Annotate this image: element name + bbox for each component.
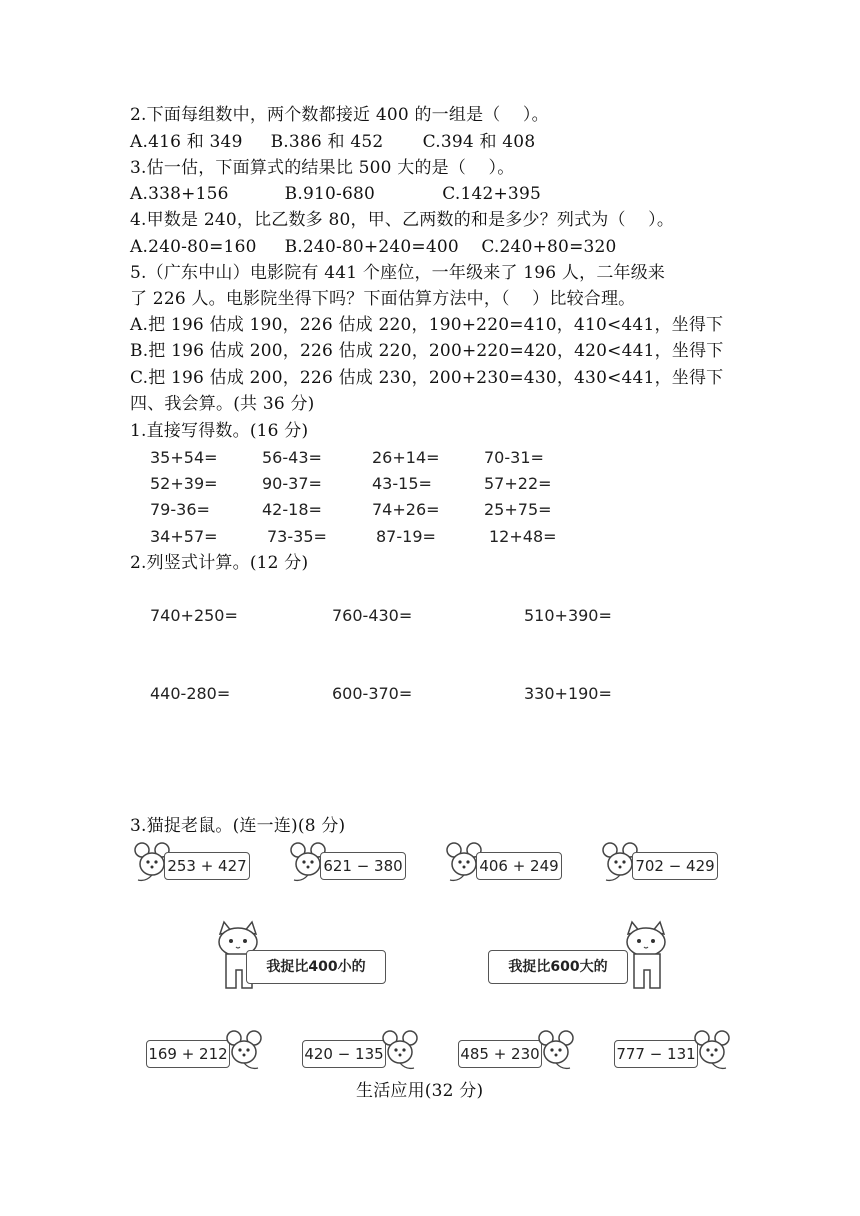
mouse-icon (222, 1028, 264, 1072)
calc-item: 34+57= (150, 527, 218, 546)
cat-speech: 我捉比600大的 (488, 950, 628, 984)
calc-item: 74+26= (372, 500, 440, 519)
vertical-calc-item: 330+190= (524, 684, 612, 703)
cat-icon (618, 920, 674, 992)
section-life-application-title: 生活应用(32 分) (356, 1081, 484, 1101)
vertical-calc-item: 440-280= (150, 684, 231, 703)
calc-item: 42-18= (262, 500, 322, 519)
mouse-card[interactable] (600, 840, 720, 884)
mouse-card[interactable] (458, 1028, 578, 1072)
calc-item: 73-35= (267, 527, 327, 546)
mouse-card[interactable] (614, 1028, 734, 1072)
calc-item: 35+54= (150, 448, 218, 467)
vertical-calc-item: 600-370= (332, 684, 413, 703)
part3-title: 3.猫捉老鼠。(连一连)(8 分) (130, 816, 346, 836)
mouse-expression: 420 − 135 (302, 1040, 386, 1068)
mouse-expression: 485 + 230 (458, 1040, 542, 1068)
calc-item: 12+48= (489, 527, 557, 546)
calc-item: 56-43= (262, 448, 322, 467)
calc-item: 70-31= (484, 448, 544, 467)
cat-card-left[interactable] (210, 920, 400, 1000)
mouse-expression: 777 − 131 (614, 1040, 698, 1068)
mouse-card[interactable] (302, 1028, 422, 1072)
calc-item: 25+75= (484, 500, 552, 519)
q5-option-c: C.把 196 估成 200，226 估成 230，200+230=430，430<441，坐得下 (130, 368, 724, 388)
mouse-card[interactable] (146, 1028, 266, 1072)
mouse-card[interactable] (444, 840, 564, 884)
calc-item: 57+22= (484, 474, 552, 493)
mouse-expression: 253 + 427 (164, 852, 250, 880)
mouse-icon (690, 1028, 732, 1072)
mouse-card[interactable] (132, 840, 252, 884)
mouse-expression: 621 − 380 (320, 852, 406, 880)
mouse-expression: 169 + 212 (146, 1040, 230, 1068)
q3-options: A.338+156 B.910-680 C.142+395 (130, 184, 541, 204)
vertical-calc-item: 740+250= (150, 606, 238, 625)
mouse-card[interactable] (288, 840, 408, 884)
calc-item: 52+39= (150, 474, 218, 493)
mouse-icon (534, 1028, 576, 1072)
q4-stem: 4.甲数是 240，比乙数多 80，甲、乙两数的和是多少？列式为（ ）。 (130, 210, 675, 230)
q5-stem-line1: 5.（广东中山）电影院有 441 个座位，一年级来了 196 人，二年级来 (130, 263, 666, 283)
calc-item: 43-15= (372, 474, 432, 493)
cat-card-right[interactable] (488, 920, 678, 1000)
q3-stem: 3.估一估，下面算式的结果比 500 大的是（ ）。 (130, 158, 515, 178)
cat-speech: 我捉比400小的 (246, 950, 386, 984)
section4-heading: 四、我会算。(共 36 分) (130, 394, 315, 414)
mouse-expression: 702 − 429 (632, 852, 718, 880)
q4-options: A.240-80=160 B.240-80+240=400 C.240+80=320 (130, 237, 617, 257)
mouse-icon (378, 1028, 420, 1072)
calc-item: 87-19= (376, 527, 436, 546)
q5-option-a: A.把 196 估成 190，226 估成 220，190+220=410，410<441，坐得下 (130, 315, 724, 335)
vertical-calc-item: 510+390= (524, 606, 612, 625)
q5-stem-line2: 了 226 人。电影院坐得下吗？下面估算方法中，（ ）比较合理。 (130, 289, 636, 309)
calc-item: 26+14= (372, 448, 440, 467)
part1-title: 1.直接写得数。(16 分) (130, 421, 309, 441)
calc-item: 79-36= (150, 500, 210, 519)
part2-title: 2.列竖式计算。(12 分) (130, 553, 309, 573)
q2-stem: 2.下面每组数中，两个数都接近 400 的一组是（ ）。 (130, 105, 549, 125)
q2-options: A.416 和 349 B.386 和 452 C.394 和 408 (130, 132, 536, 152)
vertical-calc-item: 760-430= (332, 606, 413, 625)
q5-option-b: B.把 196 估成 200，226 估成 220，200+220=420，420<441，坐得下 (130, 341, 724, 361)
mouse-expression: 406 + 249 (476, 852, 562, 880)
calc-item: 90-37= (262, 474, 322, 493)
